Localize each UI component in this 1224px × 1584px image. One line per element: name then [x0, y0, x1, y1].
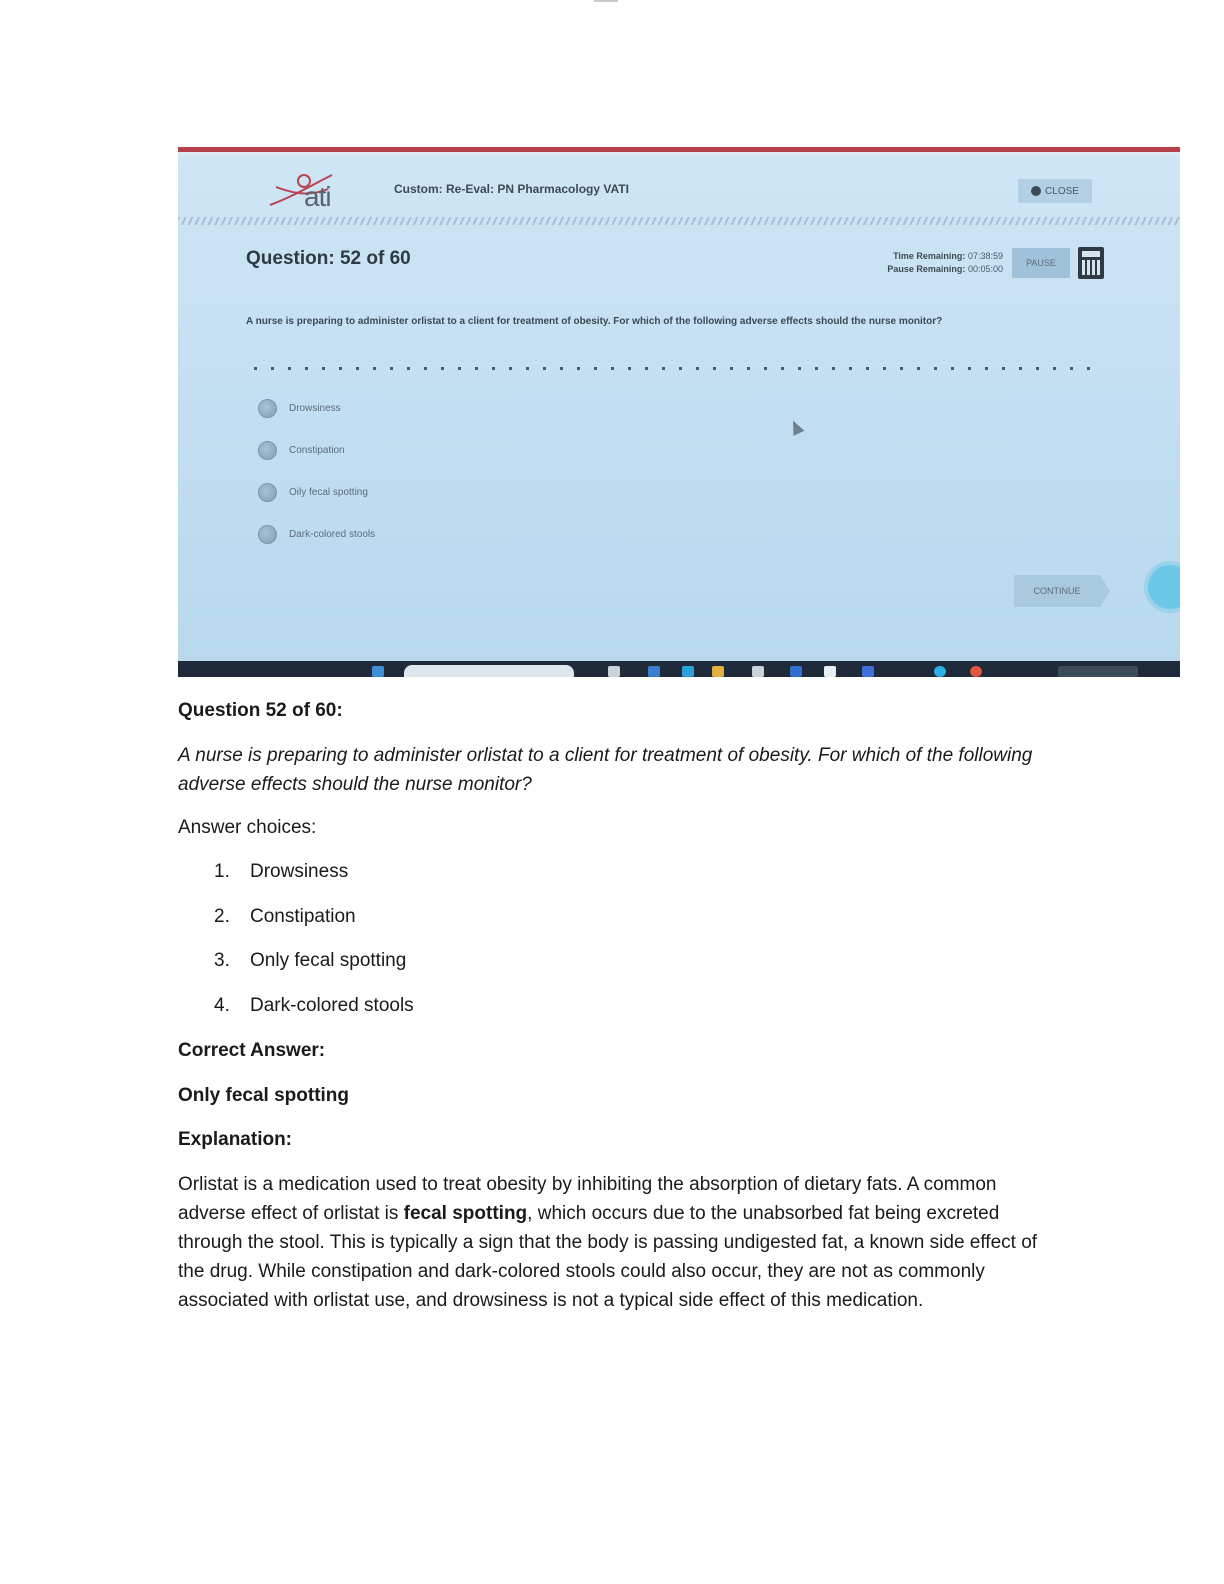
list-item	[214, 906, 814, 951]
question-heading: Question 52 of 60:	[178, 700, 343, 721]
list-item	[214, 995, 814, 1040]
radio-button[interactable]	[258, 441, 277, 460]
taskbar-app-icon[interactable]	[648, 666, 660, 677]
answer-choices-label: Answer choices:	[178, 817, 317, 838]
answer-choices-list	[214, 861, 814, 1039]
explanation-text: Orlistat is a medication used to treat obesity by inhibiting the absorption of dietary fats. A common adverse effect of orlistat is	[178, 1174, 997, 1224]
calculator-icon[interactable]	[1078, 247, 1104, 279]
page-header-mark	[594, 0, 618, 2]
option-dark-colored-stools[interactable]	[258, 524, 375, 544]
list-number: 4.	[214, 994, 230, 1016]
option-label: Dark-colored stools	[289, 528, 376, 540]
folder-icon[interactable]	[712, 666, 724, 677]
windows-start-icon[interactable]	[372, 666, 384, 677]
help-chat-icon[interactable]	[1148, 565, 1180, 609]
decorative-divider	[178, 217, 1180, 225]
question-text: A nurse is preparing to administer orlistat to a client for treatment of obesity. For which of the following adverse effects should the nurse monitor?	[178, 745, 1033, 795]
question-text: A nurse is preparing to administer orlistat to a client for treatment of obesity. For which of the following adverse effects should the nurse monitor?	[246, 316, 943, 327]
list-text: Constipation	[250, 905, 356, 927]
option-label: Oily fecal spotting	[289, 486, 368, 498]
close-button[interactable]	[1018, 179, 1092, 203]
ati-logo-text: ati	[304, 181, 331, 212]
amazon-icon[interactable]	[824, 666, 836, 677]
continue-button[interactable]: CONTINUE	[1014, 575, 1100, 607]
time-remaining-value: 07:38:59	[967, 251, 1003, 261]
os-taskbar	[178, 661, 1180, 677]
exam-screenshot	[178, 147, 1180, 677]
mail-icon[interactable]	[790, 666, 802, 677]
chrome-icon[interactable]	[970, 666, 982, 677]
correct-answer: Only fecal spotting	[178, 1085, 350, 1106]
pause-remaining-label: Pause Remaining:	[887, 264, 966, 274]
taskbar-app-icon[interactable]	[752, 666, 764, 677]
taskbar-search-icon[interactable]	[404, 665, 574, 677]
explanation-label: Explanation:	[178, 1129, 293, 1150]
correct-answer-label: Correct Answer:	[178, 1040, 326, 1061]
mouse-cursor-icon	[788, 418, 805, 436]
question-counter: Question: 52 of 60	[246, 248, 411, 269]
option-drowsiness[interactable]	[258, 398, 341, 418]
taskbar-app-icon[interactable]	[608, 666, 620, 677]
list-number: 3.	[214, 950, 230, 972]
option-label: Drowsiness	[289, 402, 341, 414]
option-label: Constipation	[289, 444, 345, 456]
option-constipation[interactable]	[258, 440, 345, 460]
close-label: CLOSE	[1045, 185, 1079, 197]
list-number: 2.	[214, 905, 230, 927]
list-number: 1.	[214, 861, 230, 882]
radio-button[interactable]	[258, 483, 277, 502]
dotted-separator	[254, 367, 1100, 370]
explanation-emphasis: fecal spotting	[403, 1203, 528, 1224]
list-item	[214, 950, 814, 995]
list-text: Drowsiness	[250, 861, 349, 882]
radio-button[interactable]	[258, 399, 277, 418]
screen-top-bar-highlight	[178, 152, 1180, 155]
explanation-paragraph	[178, 1170, 1068, 1315]
option-oily-fecal-spotting[interactable]	[258, 482, 368, 502]
timer-readout	[838, 250, 1003, 276]
time-remaining-label: Time Remaining:	[893, 251, 966, 261]
pause-button[interactable]: PAUSE	[1012, 248, 1070, 278]
list-item	[214, 861, 814, 906]
radio-button[interactable]	[258, 525, 277, 544]
explanation-text: , which occurs due to the unabsorbed fat being excreted through the stool. This is typically a sign that the body is passing undigested fat, a known side effect of the drug. While constipation and dark-colored stools could also occur, they are not as commonly associated with orlistat use, and drowsiness is not a typical side effect of this medication.	[178, 1203, 1038, 1311]
list-text: Only fecal spotting	[250, 950, 407, 972]
list-text: Dark-colored stools	[250, 994, 414, 1016]
app-title: Custom: Re-Eval: PN Pharmacology VATI	[394, 182, 629, 196]
system-tray-icons[interactable]	[1058, 666, 1138, 677]
taskbar-app-icon[interactable]	[862, 666, 874, 677]
close-icon	[1031, 186, 1041, 196]
edge-icon[interactable]	[934, 666, 946, 677]
pause-remaining-value: 00:05:00	[967, 264, 1003, 274]
taskbar-app-icon[interactable]	[682, 666, 694, 677]
